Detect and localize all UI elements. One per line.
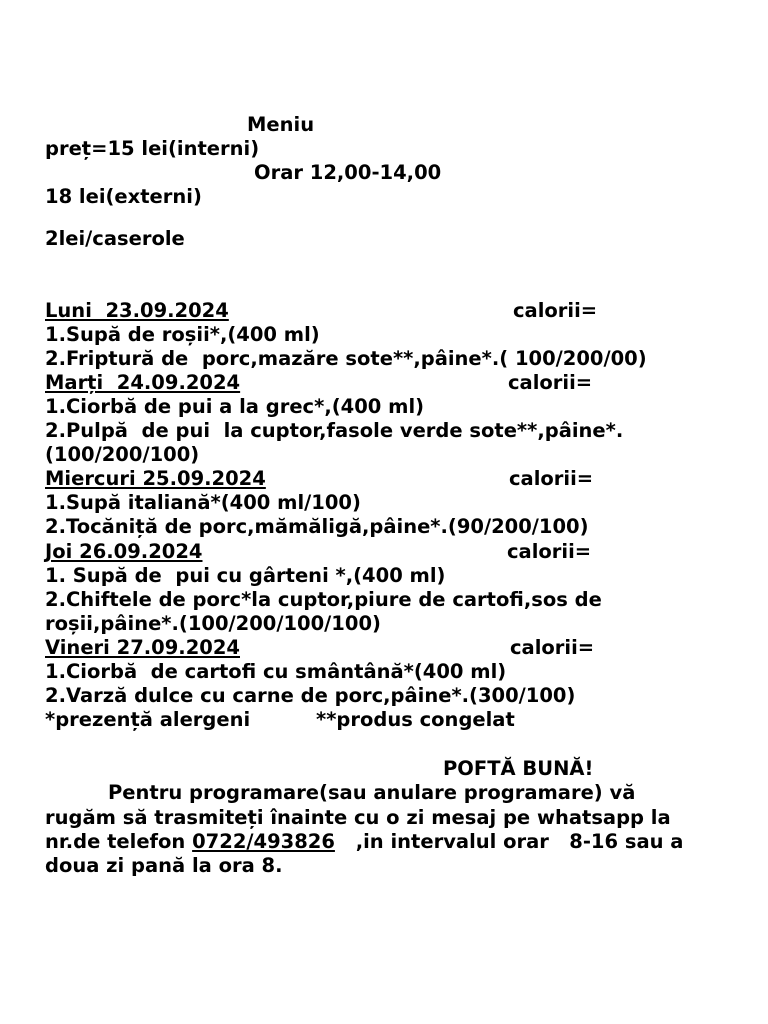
footer-text: rugăm să trasmiteți înainte cu o zi mesaj pe whatsapp la <box>45 806 671 829</box>
greeting: POFTĂ BUNĂ! <box>443 757 594 780</box>
day-date-thursday: Joi 26.09.2024 <box>45 540 203 563</box>
menu-item: (100/200/100) <box>45 443 200 466</box>
schedule: Orar 12,00-14,00 <box>254 161 442 184</box>
menu-item: 2.Tocăniță de porc,mămăligă,pâine*.(90/200/100) <box>45 515 589 538</box>
calories-wednesday: calorii= <box>509 467 594 490</box>
day-date-friday: Vineri 27.09.2024 <box>45 636 240 659</box>
menu-item: 1.Ciorbă de pui a la grec*,(400 ml) <box>45 395 425 418</box>
menu-title: Meniu <box>247 113 315 136</box>
price-intern: preț=15 lei(interni) <box>45 137 260 160</box>
price-extern: 18 lei(externi) <box>45 185 202 208</box>
calories-monday: calorii= <box>513 299 598 322</box>
calories-friday: calorii= <box>510 636 595 659</box>
footer-text: doua zi pană la ora 8. <box>45 854 283 877</box>
menu-item: roșii,pâine*.(100/200/100/100) <box>45 612 381 635</box>
calories-tuesday: calorii= <box>508 371 593 394</box>
menu-item: 2.Chiftele de porc*la cuptor,piure de cartofi,sos de <box>45 588 602 611</box>
menu-item: 2.Friptură de porc,mazăre sote**,pâine*.( 100/200/00) <box>45 347 647 370</box>
frozen-legend: **produs congelat <box>316 708 515 731</box>
day-date-monday: Luni 23.09.2024 <box>45 299 229 322</box>
menu-item: 1.Ciorbă de cartofi cu smântână*(400 ml) <box>45 660 507 683</box>
day-date-tuesday: Marți 24.09.2024 <box>45 371 241 394</box>
footer-text: nr.de telefon 0722/493826 ,in intervalul orar 8-16 sau a <box>45 830 684 853</box>
footer-text: Pentru programare(sau anulare programare) vă <box>108 781 636 804</box>
menu-item: 2.Varză dulce cu carne de porc,pâine*.(300/100) <box>45 684 576 707</box>
phone-number: 0722/493826 <box>192 830 335 853</box>
menu-item: 1. Supă de pui cu gârteni *,(400 ml) <box>45 564 446 587</box>
allergens-legend: *prezență alergeni <box>45 708 251 731</box>
menu-item: 1.Supă italiană*(400 ml/100) <box>45 491 361 514</box>
menu-item: 2.Pulpă de pui la cuptor,fasole verde sote**,pâine*. <box>45 419 624 442</box>
day-date-wednesday: Miercuri 25.09.2024 <box>45 467 266 490</box>
calories-thursday: calorii= <box>507 540 592 563</box>
containers-price: 2lei/caserole <box>45 227 185 250</box>
menu-item: 1.Supă de roșii*,(400 ml) <box>45 323 320 346</box>
